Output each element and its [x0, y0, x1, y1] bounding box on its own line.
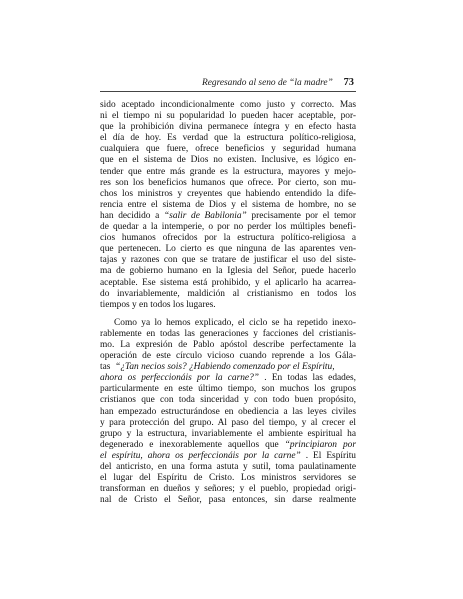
text-run: . En todas las edades, — [264, 373, 357, 384]
text-line — [100, 373, 356, 384]
quote-italic: “¿Tan necios sois? ¿Habiendo comenzado por el Espíritu, — [115, 362, 335, 373]
text-line: particularmente en este último tiempo, son muchos los grupos — [100, 384, 356, 395]
text-line: que pertenecen. Lo cierto es que ninguna de las aparentes ven- — [100, 244, 356, 255]
text-line: han empezado estructurándose en obediencia a las leyes civiles — [100, 406, 356, 417]
text-line: do invariablemente, maldición al cristianismo en todos los — [100, 288, 356, 299]
text-line: cristianos que con toda sinceridad y con todo buen propósito, — [100, 395, 356, 406]
text-line: ni el tiempo ni su popularidad lo pueden hacer aceptable, por- — [100, 111, 356, 122]
text-run: tas — [100, 362, 116, 373]
text-line — [100, 451, 356, 462]
text-line: tiempos y en todos los lugares. — [100, 299, 216, 310]
paragraph-gap — [100, 311, 356, 318]
text-line: de quedar a la intemperie, o por no perder los múltiples benefi- — [100, 222, 356, 233]
quote-italic: “principiaron por — [284, 439, 356, 450]
text-line: tender que entre más grande es la estructura, mayores y mejo- — [100, 166, 356, 177]
text-line: del anticristo, en una forma astuta y sutil, toma paulatinamente — [100, 462, 356, 472]
text-line: chos los ministros y creyentes que habiendo entendido la dife- — [100, 188, 356, 199]
text-line: aceptable. Ese sistema está prohibido, y el aplicarlo ha acarrea- — [100, 277, 356, 288]
text-run: degenerado e inexorablemente aquellos que — [100, 439, 285, 450]
text-line: Como ya lo hemos explicado, el ciclo se ha repetido inexo- — [114, 317, 356, 328]
text-line — [100, 362, 356, 373]
text-line: cios humanos ofrecidos por la estructura político-religiosa a — [100, 233, 356, 244]
text-line: rencia entre el sistema de Dios y el sistema de hombre, no se — [100, 199, 356, 210]
text-line: rablemente en todas las generaciones y facciones del cristianis- — [100, 328, 356, 339]
text-line: nal de Cristo el Señor, pasa entonces, sin darse realmente — [100, 495, 356, 506]
text-line: mo. La expresión de Pablo apóstol describe perfectamente la — [100, 339, 356, 350]
text-line: grupo y la estructura, invariablemente el ambiente espiritual ha — [100, 428, 356, 439]
text-line: transforman en dueños y señores; y el pueblo, propiedad origi- — [100, 484, 356, 495]
text-line: operación de este círculo vicioso cuando reprende a los Gála- — [100, 351, 356, 362]
text-line: el lugar del Espíritu de Cristo. Los ministros servidores se — [100, 473, 356, 484]
text-run: precisamente por el temor — [251, 210, 356, 221]
text-line: que en el sistema de Dios no existen. Inclusive, es lógico en- — [100, 155, 356, 166]
text-line: el día de hoy. Es verdad que la estructura político-religiosa, — [100, 133, 356, 144]
text-line: y para protección del grupo. Al paso del tiempo, y al crecer el — [100, 417, 356, 428]
page-number: 73 — [343, 77, 354, 88]
quote-italic: el espíritu, ahora os perfeccionáis por la carne” — [100, 450, 301, 461]
paragraph-2 — [100, 318, 356, 507]
body-text — [100, 100, 356, 506]
text-line: que la prohibición divina permanece íntegra y en efecto hasta — [100, 122, 356, 133]
text-line: ma de gobierno humano en la Iglesia del Señor, puede hacerlo — [100, 266, 356, 277]
text-line — [100, 211, 356, 222]
paragraph-1 — [100, 100, 356, 311]
text-line: sido aceptado incondicionalmente como justo y correcto. Mas — [100, 100, 356, 110]
running-head — [100, 72, 356, 88]
text-line — [100, 440, 356, 451]
header-rule — [100, 91, 356, 92]
text-line: cualquiera que fuere, ofrece beneficios y seguridad humana — [100, 144, 356, 155]
text-line: res son los beneficios humanos que ofrece. Por cierto, son mu- — [100, 177, 356, 188]
running-title: Regresando al seno de “la madre” — [202, 78, 333, 88]
quote-italic: “salir de Babilonia” — [163, 210, 247, 221]
text-line: tajas y razones con que se tratare de justificar el uso del siste- — [100, 255, 356, 266]
text-run: . El Espíritu — [305, 450, 356, 461]
text-run: han decidido a — [100, 210, 164, 221]
quote-italic: ahora os perfeccionáis por la carne?” — [100, 373, 259, 384]
